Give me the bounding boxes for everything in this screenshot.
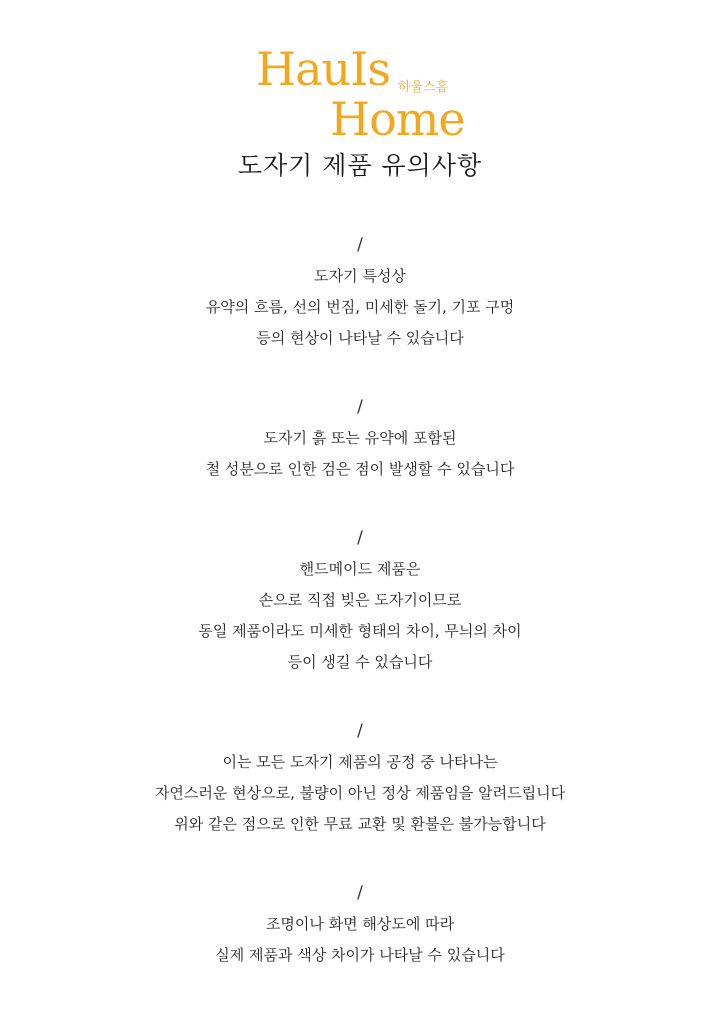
notice-line: 도자기 특성상 [314,267,406,285]
notice-content [0,230,720,1009]
notice-line: 등이 생길 수 있습니다 [287,653,433,671]
section-divider-slash: / [357,235,363,255]
logo-wordmark-hauls: HauIs [256,42,390,96]
notice-section [0,878,720,971]
notice-line: 위와 같은 점으로 인한 무료 교환 및 환불은 불가능합니다 [174,815,546,833]
logo-korean-name: 하울스홈 [398,80,449,95]
notice-line: 유약의 흐름, 선의 번짐, 미세한 돌기, 기포 구멍 [205,298,515,316]
notice-line: 동일 제품이라도 미세한 형태의 차이, 무늬의 차이 [198,622,522,640]
notice-section [0,523,720,678]
section-divider-slash: / [357,397,363,417]
notice-section [0,716,720,840]
notice-line: 철 성분으로 인한 검은 점이 발생할 수 있습니다 [205,460,515,478]
notice-line: 실제 제품과 색상 차이가 나타날 수 있습니다 [215,946,505,964]
section-divider-slash: / [357,883,363,903]
notice-section [0,392,720,485]
brand-logo [0,0,720,150]
logo-wordmark-home: Home [330,92,465,146]
notice-line: 도자기 흙 또는 유약에 포함된 [263,429,457,447]
section-divider-slash: / [357,528,363,548]
notice-line: 이는 모든 도자기 제품의 공정 중 나타나는 [222,753,498,771]
section-divider-slash: / [357,721,363,741]
notice-line: 등의 현상이 나타날 수 있습니다 [256,329,464,347]
notice-line: 손으로 직접 빚은 도자기이므로 [258,591,462,609]
notice-line: 조명이나 화면 해상도에 따라 [265,915,455,933]
page-title: 도자기 제품 유의사항 [237,151,483,180]
notice-section [0,230,720,354]
notice-line: 자연스러운 현상으로, 불량이 아닌 정상 제품임을 알려드립니다 [154,784,566,802]
notice-line: 핸드메이드 제품은 [299,560,421,578]
